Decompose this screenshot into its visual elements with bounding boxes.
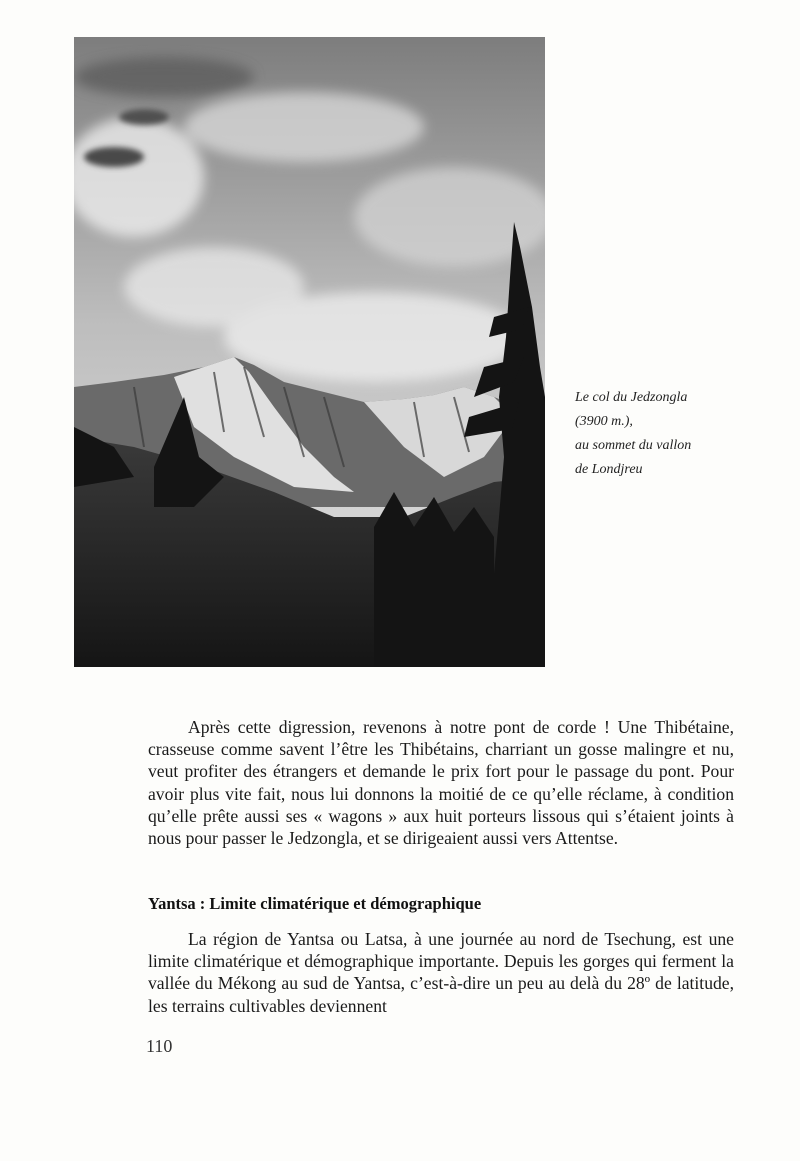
page-number: 110 <box>146 1036 173 1056</box>
body-paragraph: La région de Yantsa ou Latsa, à une journée au nord de Tsechung, est une limite climatérique et démographique importante. Depuis les gorges qui ferment la vallée du Mékong au sud de Yantsa, c’est-à-dire un peu au delà du 28º de latitude, les terrains cultivables deviennent <box>148 929 734 1016</box>
caption-line: Le col du Jedzongla <box>575 390 688 405</box>
caption-line: au sommet du vallon <box>575 438 692 453</box>
body-paragraph: Après cette digression, revenons à notre pont de corde ! Une Thibétaine, crasseuse comme savent l’être les Thibétains, charriant un gosse malingre et nu, veut profiter des étrangers et demande le prix fort pour le passage du pont. Pour avoir plus vite fait, nous lui donnons la moitié de ce qu’elle réclame, à condition qu’elle prête aussi ses « wagons » aux huit porteurs lissous qui s’étaient joints à nous pour passer le Jedzongla, et se dirigeaient aussi vers Attentse. <box>148 717 734 849</box>
section-heading: Yantsa : Limite climatérique et démographique <box>148 894 482 913</box>
photo-illustration <box>74 37 545 667</box>
photo-caption <box>575 386 775 482</box>
caption-line: (3900 m.), <box>575 414 633 429</box>
mountain-pass-photo <box>74 37 545 667</box>
caption-line: de Londjreu <box>575 462 643 477</box>
